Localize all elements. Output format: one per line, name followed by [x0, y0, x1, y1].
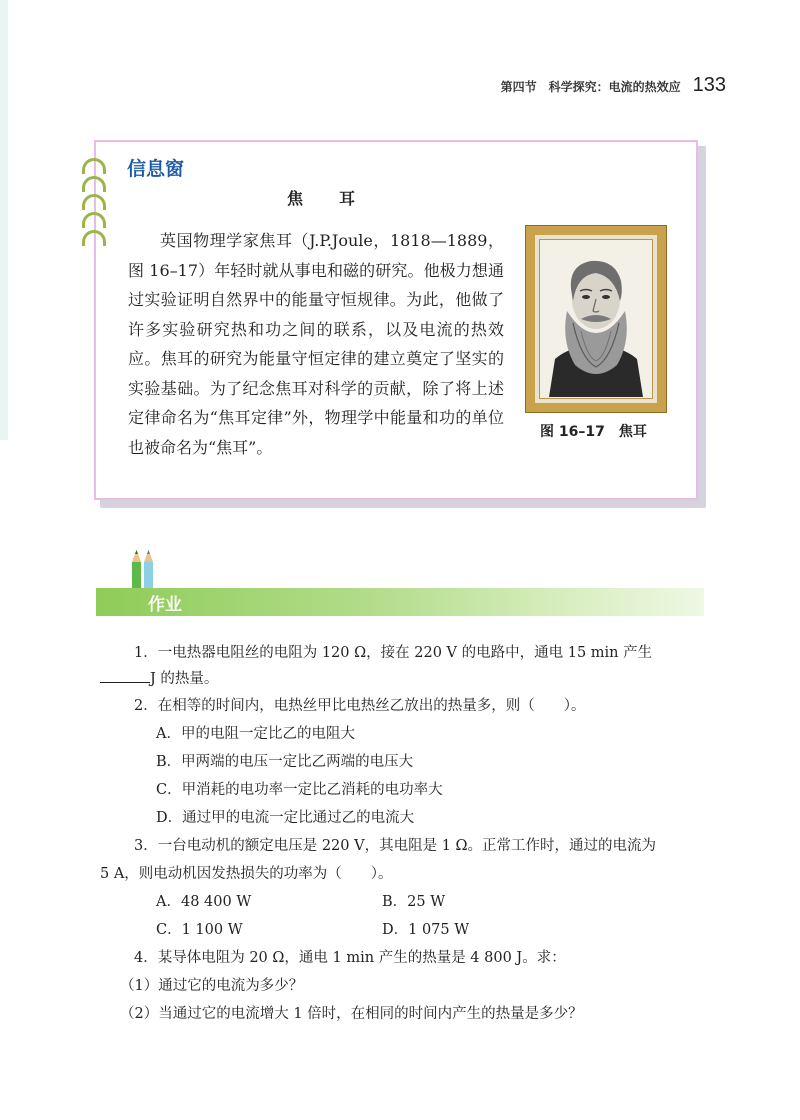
homework-banner — [96, 588, 704, 616]
section-title: 第四节 科学探究：电流的热效应 — [500, 80, 681, 94]
portrait-frame — [526, 226, 666, 412]
question-4-part-1: （1）通过它的电流为多少？ — [120, 978, 304, 994]
question-3-option-a: A．48 400 W — [156, 894, 252, 910]
question-2: 2．在相等的时间内，电热丝甲比电热丝乙放出的热量多，则（ ）。 — [134, 698, 586, 714]
page-edge-strip — [0, 0, 8, 440]
binder-rings-icon — [80, 158, 110, 254]
page-header — [501, 74, 726, 97]
info-window-title: 信息窗 — [127, 158, 185, 180]
question-3-line-1: 3．一台电动机的额定电压是 220 V，其电阻是 1 Ω。正常工作时，通过的电流为 — [134, 838, 657, 854]
question-2-option-a: A．甲的电阻一定比乙的电阻大 — [156, 726, 355, 742]
question-2-option-d: D．通过甲的电流一定比通过乙的电流大 — [156, 810, 415, 826]
question-2-option-b: B．甲两端的电压一定比乙两端的电压大 — [156, 754, 414, 770]
page-number: 133 — [692, 74, 726, 96]
question-3-line-2: 5 A，则电动机因发热损失的功率为（ ）。 — [100, 866, 393, 882]
figure-caption: 图 16–17 焦耳 — [540, 424, 647, 440]
question-3-option-b: B．25 W — [382, 894, 446, 910]
homework-title: 作业 — [148, 595, 182, 615]
question-1-line-1: 1．一电热器电阻丝的电阻为 120 Ω，接在 220 V 的电路中，通电 15 min 产生 — [134, 645, 653, 661]
question-3-option-c: C．1 100 W — [156, 922, 243, 938]
portrait-image — [541, 241, 651, 397]
question-1-line-2 — [100, 667, 218, 688]
question-4-part-2: （2）当通过它的电流增大 1 倍时，在相同的时间内产生的热量是多少？ — [120, 1006, 583, 1022]
question-4: 4．某导体电阻为 20 Ω，通电 1 min 产生的热量是 4 800 J。求： — [134, 950, 566, 966]
answer-blank — [100, 668, 150, 683]
article-title: 焦 耳 — [287, 189, 366, 208]
article-body: 英国物理学家焦耳（J.P.Joule，1818—1889，图 16–17）年轻时就从事电和磁的研究。他极力想通过实验证明自然界中的能量守恒规律。为此，他做了许多实验研究热和功之间的联系，以及电流的热效应。焦耳的研究为能量守恒定律的建立奠定了坚实的实验基础。为了纪念焦耳对科学的贡献，除了将上述定律命名为“焦耳定律”外，物理学中能量和功的单位也被命名为“焦耳”。 — [128, 231, 504, 457]
question-1-suffix: J 的热量。 — [150, 671, 219, 687]
question-2-option-c: C．甲消耗的电功率一定比乙消耗的电功率大 — [156, 782, 443, 798]
question-3-option-d: D．1 075 W — [382, 922, 470, 938]
